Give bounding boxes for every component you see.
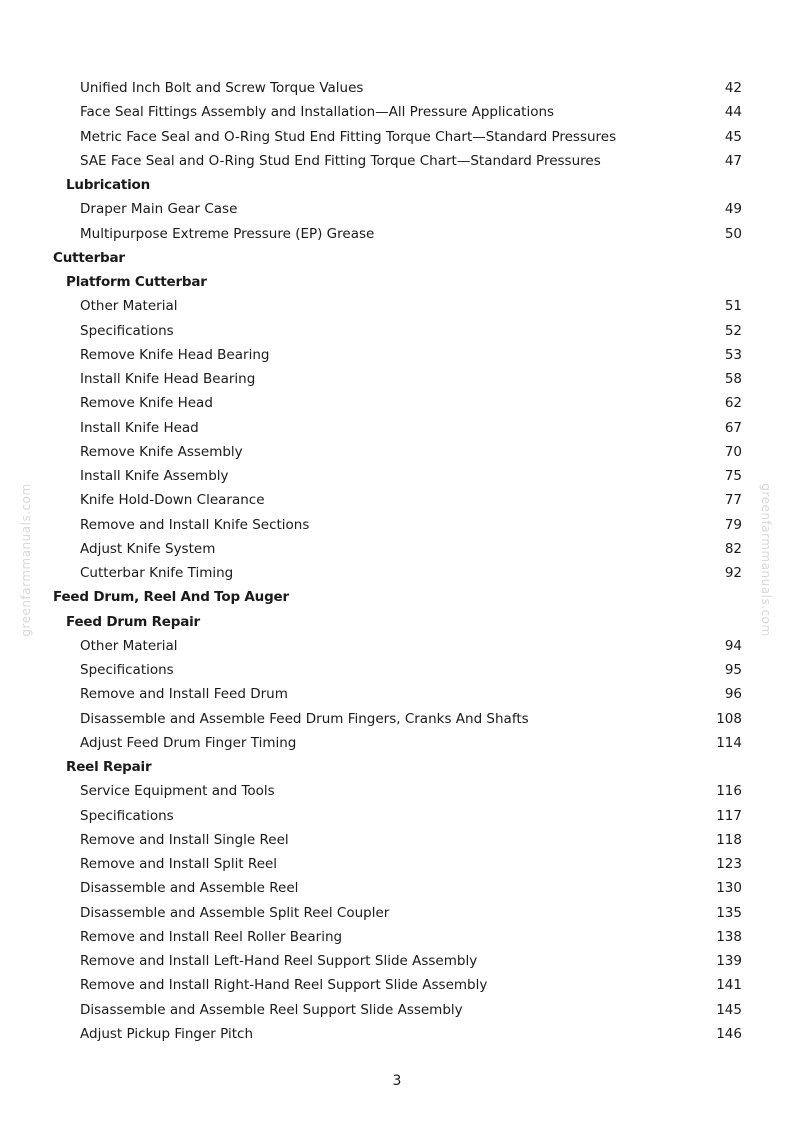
- toc-entry-title: Adjust Knife System: [80, 540, 216, 557]
- toc-entry[interactable]: [0, 876, 794, 900]
- toc-entry-page-number: 58: [724, 371, 742, 387]
- toc-entry-page-number: 138: [716, 928, 742, 945]
- toc-subsection-heading: [0, 755, 794, 779]
- toc-entry-title: Cutterbar: [53, 249, 125, 266]
- toc-entry-title: Other Material: [80, 298, 178, 315]
- toc-entry-title: Specifications: [80, 662, 174, 678]
- toc-entry-page-number: 62: [724, 395, 742, 412]
- toc-entry[interactable]: [0, 779, 794, 803]
- toc-entry-title: Multipurpose Extreme Pressure (EP) Grease: [80, 225, 375, 242]
- toc-entry-title: Service Equipment and Tools: [80, 783, 275, 800]
- toc-entry[interactable]: [0, 440, 794, 464]
- toc-entry-page-number: 67: [724, 419, 742, 436]
- toc-entry-title: Remove Knife Head Bearing: [80, 346, 270, 363]
- toc-entry-page-number: 45: [724, 128, 742, 145]
- toc-entry[interactable]: [0, 343, 794, 367]
- toc-entry[interactable]: [0, 367, 794, 391]
- toc-entry-title: Remove and Install Split Reel: [80, 856, 278, 872]
- toc-entry-page-number: 92: [724, 565, 742, 581]
- toc-section-heading: [0, 246, 794, 270]
- toc-entry-page-number: 77: [724, 492, 742, 509]
- toc-entry-page-number: 47: [724, 152, 742, 169]
- toc-entry-title: Remove and Install Right-Hand Reel Support Slide Assembly: [80, 977, 488, 994]
- page-number: 3: [392, 1073, 402, 1089]
- toc-entry-title: Feed Drum, Reel And Top Auger: [53, 589, 289, 606]
- toc-entry-page-number: 118: [716, 831, 742, 848]
- toc-entry[interactable]: [0, 294, 794, 318]
- toc-entry[interactable]: [0, 707, 794, 731]
- toc-entry[interactable]: [0, 998, 794, 1022]
- toc-entry-page-number: 145: [716, 1001, 742, 1018]
- toc-entry[interactable]: [0, 149, 794, 173]
- toc-entry-page-number: 49: [724, 201, 742, 218]
- toc-entry-page-number: 114: [716, 734, 742, 751]
- toc-entry-title: Remove and Install Reel Roller Bearing: [80, 928, 343, 945]
- toc-entry-title: Remove and Install Single Reel: [80, 831, 289, 848]
- toc-entry-page-number: 141: [716, 977, 742, 994]
- toc-entry-title: Install Knife Head Bearing: [80, 371, 256, 387]
- toc-entry-title: Other Material: [80, 637, 178, 654]
- toc-entry-title: Disassemble and Assemble Reel Support Slide Assembly: [80, 1001, 463, 1018]
- toc-entry-title: Remove and Install Feed Drum: [80, 686, 288, 703]
- toc-entry[interactable]: [0, 391, 794, 415]
- toc-entry[interactable]: [0, 973, 794, 997]
- toc-entry[interactable]: [0, 731, 794, 755]
- toc-entry-page-number: 52: [724, 322, 742, 339]
- toc-entry-title: Specifications: [80, 322, 174, 339]
- watermark-left: greenfarmmanuals.com: [19, 483, 33, 637]
- toc-entry-title: Platform Cutterbar: [66, 274, 207, 290]
- toc-entry-page-number: 95: [724, 662, 742, 678]
- toc-entry-title: Remove Knife Head: [80, 395, 213, 412]
- toc-entry[interactable]: [0, 537, 794, 561]
- toc-entry-title: Remove and Install Left-Hand Reel Support Slide Assembly: [80, 953, 478, 969]
- toc-entry-title: Remove and Install Knife Sections: [80, 516, 310, 533]
- toc-entry[interactable]: [0, 197, 794, 221]
- toc-entry[interactable]: [0, 682, 794, 706]
- toc-entry[interactable]: [0, 125, 794, 149]
- toc-entry-title: Reel Repair: [66, 759, 152, 775]
- toc-entry-page-number: 96: [724, 686, 742, 703]
- toc-entry-page-number: 70: [724, 443, 742, 460]
- toc-entry[interactable]: [0, 513, 794, 537]
- toc-entry[interactable]: [0, 100, 794, 124]
- toc-entry-page-number: 42: [724, 80, 742, 96]
- toc-entry-title: Cutterbar Knife Timing: [80, 565, 234, 581]
- toc-entry-title: Unified Inch Bolt and Screw Torque Values: [80, 80, 364, 96]
- toc-entry[interactable]: [0, 925, 794, 949]
- toc-entry[interactable]: [0, 416, 794, 440]
- toc-entry-title: Feed Drum Repair: [66, 613, 201, 630]
- toc-entry-title: Adjust Pickup Finger Pitch: [80, 1025, 254, 1042]
- toc-entry-page-number: 108: [716, 710, 742, 727]
- toc-entry-page-number: 50: [724, 225, 742, 242]
- toc-entry[interactable]: [0, 658, 794, 682]
- toc-entry-page-number: 135: [716, 904, 742, 921]
- toc-entry-title: Specifications: [80, 807, 174, 824]
- toc-entry[interactable]: [0, 319, 794, 343]
- toc-entry-title: SAE Face Seal and O-Ring Stud End Fitting Torque Chart—Standard Pressures: [80, 152, 601, 169]
- toc-entry-page-number: 44: [724, 104, 742, 121]
- toc-entry-page-number: 82: [724, 540, 742, 557]
- toc-entry[interactable]: [0, 828, 794, 852]
- toc-entry-title: Lubrication: [66, 177, 151, 193]
- toc-entry-page-number: 130: [716, 880, 742, 897]
- toc-entry[interactable]: [0, 949, 794, 973]
- toc-entry-title: Draper Main Gear Case: [80, 201, 238, 218]
- toc-entry-title: Disassemble and Assemble Reel: [80, 880, 299, 897]
- toc-entry-page-number: 79: [724, 516, 742, 533]
- toc-entry[interactable]: [0, 464, 794, 488]
- toc-entry-title: Remove Knife Assembly: [80, 443, 243, 460]
- toc-entry-title: Adjust Feed Drum Finger Timing: [80, 734, 297, 751]
- toc-entry-page-number: 146: [716, 1025, 742, 1042]
- toc-entry-title: Disassemble and Assemble Feed Drum Fingers, Cranks And Shafts: [80, 710, 529, 727]
- toc-entry[interactable]: [0, 222, 794, 246]
- toc-entry-page-number: 139: [716, 953, 742, 969]
- toc-entry[interactable]: [0, 634, 794, 658]
- toc-entry[interactable]: [0, 901, 794, 925]
- toc-entry[interactable]: [0, 804, 794, 828]
- table-of-contents: [0, 76, 794, 1046]
- toc-entry[interactable]: [0, 1022, 794, 1046]
- toc-entry-page-number: 75: [724, 468, 742, 484]
- toc-entry-title: Install Knife Assembly: [80, 468, 229, 484]
- toc-entry-page-number: 53: [724, 346, 742, 363]
- toc-entry-page-number: 94: [724, 637, 742, 654]
- toc-entry-page-number: 116: [716, 783, 742, 800]
- toc-entry-page-number: 123: [716, 856, 742, 872]
- toc-subsection-heading: [0, 173, 794, 197]
- toc-entry[interactable]: [0, 488, 794, 512]
- toc-entry[interactable]: [0, 561, 794, 585]
- toc-entry-title: Metric Face Seal and O-Ring Stud End Fitting Torque Chart—Standard Pressures: [80, 128, 617, 145]
- toc-entry-title: Knife Hold-Down Clearance: [80, 492, 265, 509]
- toc-entry-page-number: 117: [716, 807, 742, 824]
- toc-entry-page-number: 51: [724, 298, 742, 315]
- toc-entry-title: Install Knife Head: [80, 419, 199, 436]
- toc-entry[interactable]: [0, 852, 794, 876]
- toc-entry-title: Disassemble and Assemble Split Reel Coupler: [80, 904, 390, 921]
- toc-section-heading: [0, 585, 794, 609]
- toc-subsection-heading: [0, 610, 794, 634]
- toc-entry[interactable]: [0, 76, 794, 100]
- toc-entry-title: Face Seal Fittings Assembly and Installation—All Pressure Applications: [80, 104, 555, 121]
- toc-subsection-heading: [0, 270, 794, 294]
- watermark-right: greenfarmmanuals.com: [759, 483, 773, 637]
